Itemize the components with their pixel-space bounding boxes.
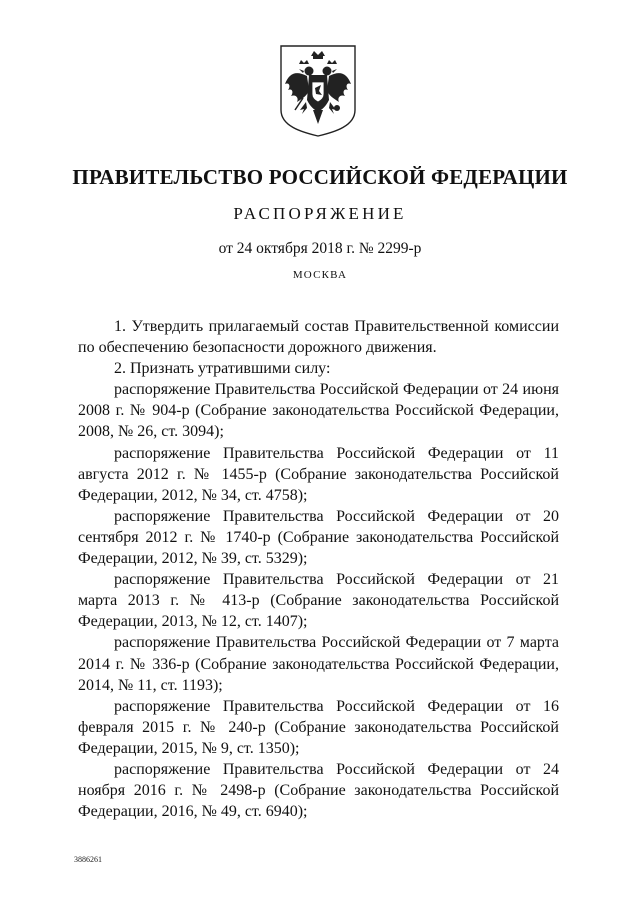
item-repeal-heading: 2. Признать утратившими силу:	[114, 360, 331, 378]
item-approve-composition: 1. Утвердить прилагаемый состав Правительственной комиссии по обеспечению безопасности дорожного движения.	[78, 318, 559, 357]
organization-title: ПРАВИТЕЛЬСТВО РОССИЙСКОЙ ФЕДЕРАЦИИ	[72, 165, 568, 189]
document-code: 3886261	[74, 855, 102, 864]
coat-of-arms-icon	[279, 44, 357, 138]
document-type: РАСПОРЯЖЕНИЕ	[233, 204, 407, 223]
repealed-order-item: распоряжение Правительства Российской Федерации от 21 марта 2013 г. № 413-р (Собрание законодательства Российской Федерации, 2013, № 12, ст. 1407);	[78, 571, 559, 631]
document-place: МОСКВА	[292, 269, 348, 281]
repealed-order-item: распоряжение Правительства Российской Федерации от 11 августа 2012 г. № 1455-р (Собрание законодательства Российской Федерации, 2012, № 34, ст. 4758);	[78, 444, 559, 504]
document-body	[78, 316, 559, 822]
repealed-order-item: распоряжение Правительства Российской Федерации от 20 сентября 2012 г. № 1740-р (Собрание законодательства Российской Федерации, 2012, № 39, ст. 5329);	[78, 507, 559, 568]
repealed-order-item: распоряжение Правительства Российской Федерации от 7 марта 2014 г. № 336-р (Собрание законодательства Российской Федерации, 2014, № 11, ст. 1193);	[78, 634, 559, 694]
repealed-order-item: распоряжение Правительства Российской Федерации от 24 июня 2008 г. № 904-р (Собрание законодательства Российской Федерации, 2008, № 26, ст. 3094);	[78, 381, 559, 441]
repealed-order-item: распоряжение Правительства Российской Федерации от 24 ноября 2016 г. № 2498-р (Собрание законодательства Российской Федерации, 2016, № 49, ст. 6940);	[78, 760, 559, 821]
document-date-number: от 24 октября 2018 г. № 2299-р	[218, 240, 422, 257]
repealed-order-item: распоряжение Правительства Российской Федерации от 16 февраля 2015 г. № 240-р (Собрание законодательства Российской Федерации, 2015, № 9, ст. 1350);	[78, 697, 559, 757]
